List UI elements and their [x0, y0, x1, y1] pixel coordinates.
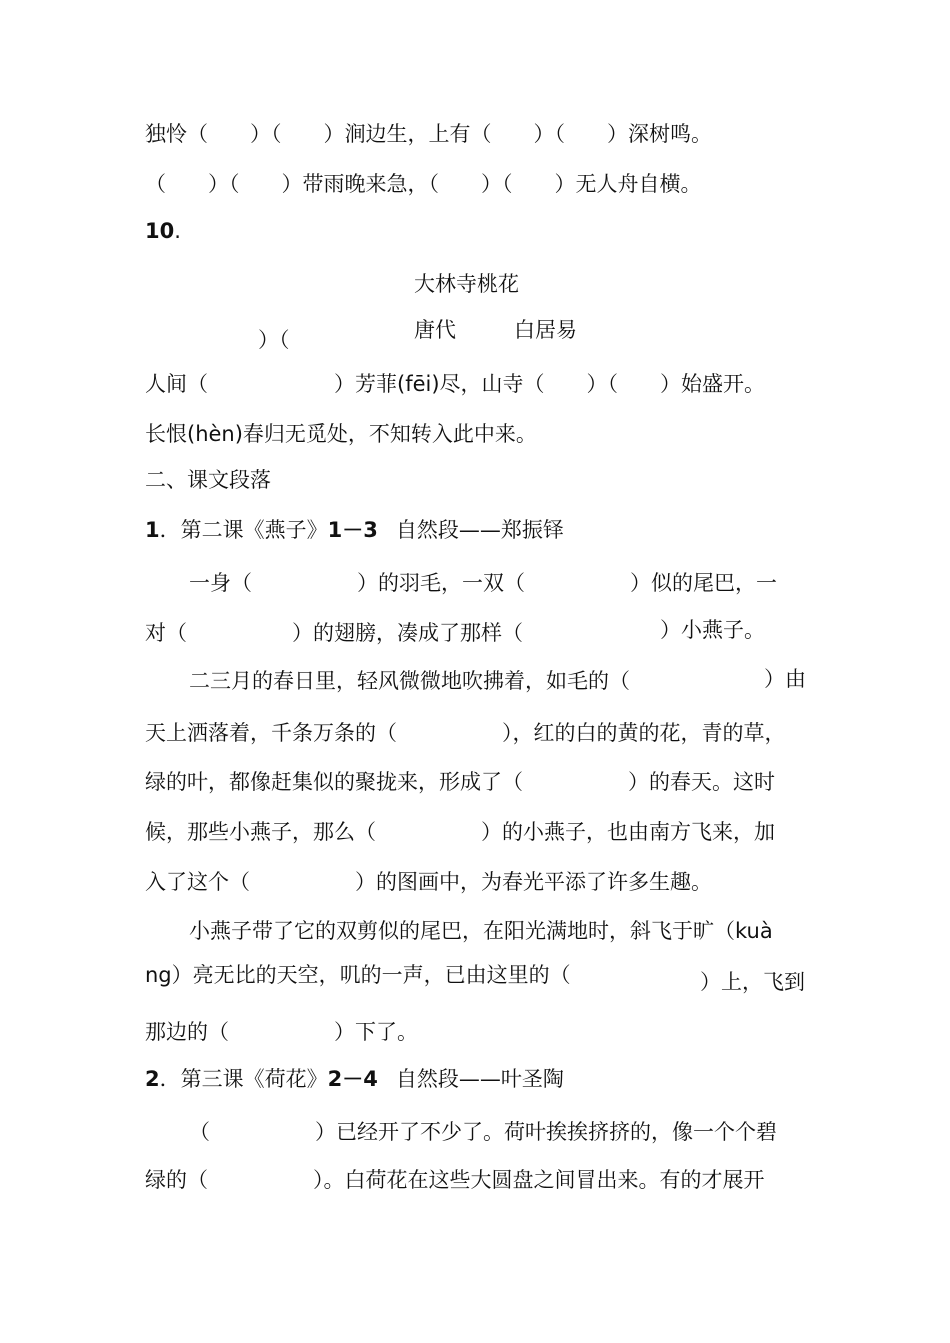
- passage-line: 绿的叶，都像赶集似的聚拢来，形成了（ ）的春天。这时: [145, 770, 775, 794]
- item-2-heading: [145, 1069, 564, 1090]
- poem-body-line-1: 人间（ ）芳菲(fēi)尽，山寺（ ）（ ）始盛开。: [145, 372, 766, 396]
- passage-line: 一身（ ）的羽毛，一双（ ）似的尾巴，一: [189, 571, 777, 595]
- passage-line: 二三月的春日里，轻风微微地吹拂着，如毛的（: [189, 669, 630, 693]
- passage-line: 候，那些小燕子，那么（ ）的小燕子，也由南方飞来，加: [145, 820, 775, 844]
- passage-line: 对（ ）的翅膀，凑成了那样（: [145, 621, 523, 645]
- question-number: 10: [145, 219, 175, 243]
- poem-body-line-2: 长恨(hèn)春归无觅处，不知转入此中来。: [145, 422, 537, 446]
- passage-line: ）上，飞到: [700, 970, 805, 994]
- item-title: ．第二课《燕子》: [159, 518, 328, 542]
- passage-line: ）由: [764, 667, 806, 691]
- stray-brackets: ）（: [258, 328, 290, 352]
- question-number-10: [145, 221, 181, 242]
- poem-dynasty: 唐代: [414, 318, 456, 342]
- item-title: ．第三课《荷花》: [159, 1067, 328, 1091]
- passage-line: （ ）已经开了不少了。荷叶挨挨挤挤的，像一个个碧: [189, 1120, 777, 1144]
- item-tail: 自然段——郑振铎: [395, 518, 564, 542]
- item-number: 2: [145, 1067, 160, 1091]
- passage-line: ）小燕子。: [660, 618, 765, 642]
- passage-line: 那边的（ ）下了。: [145, 1020, 418, 1044]
- item-range: 2－4: [327, 1067, 378, 1091]
- item-range: 1－3: [327, 518, 378, 542]
- passage-line: 天上洒落着，千条万条的（ ），红的白的黄的花，青的草，: [145, 721, 786, 745]
- item-number: 1: [145, 518, 160, 542]
- poem-line-1: 独怜（ ）（ ）涧边生，上有（ ）（ ）深树鸣。: [145, 122, 712, 146]
- section-heading: 二、课文段落: [145, 468, 271, 492]
- passage-line: 小燕子带了它的双剪似的尾巴，在阳光满地时，斜飞于旷（kuà: [189, 919, 773, 943]
- passage-line: 绿的（ ）。白荷花在这些大圆盘之间冒出来。有的才展开: [145, 1168, 765, 1192]
- passage-line: 入了这个（ ）的图画中，为春光平添了许多生趣。: [145, 870, 712, 894]
- item-1-heading: [145, 520, 564, 541]
- poem-line-2: （ ）（ ）带雨晚来急，（ ）（ ）无人舟自横。: [145, 172, 702, 196]
- passage-line: ng）亮无比的天空，叽的一声，已由这里的（: [145, 963, 571, 987]
- question-dot: .: [174, 219, 181, 243]
- poem-author: 白居易: [514, 318, 577, 342]
- poem-title: 大林寺桃花: [414, 272, 519, 296]
- item-tail: 自然段——叶圣陶: [395, 1067, 564, 1091]
